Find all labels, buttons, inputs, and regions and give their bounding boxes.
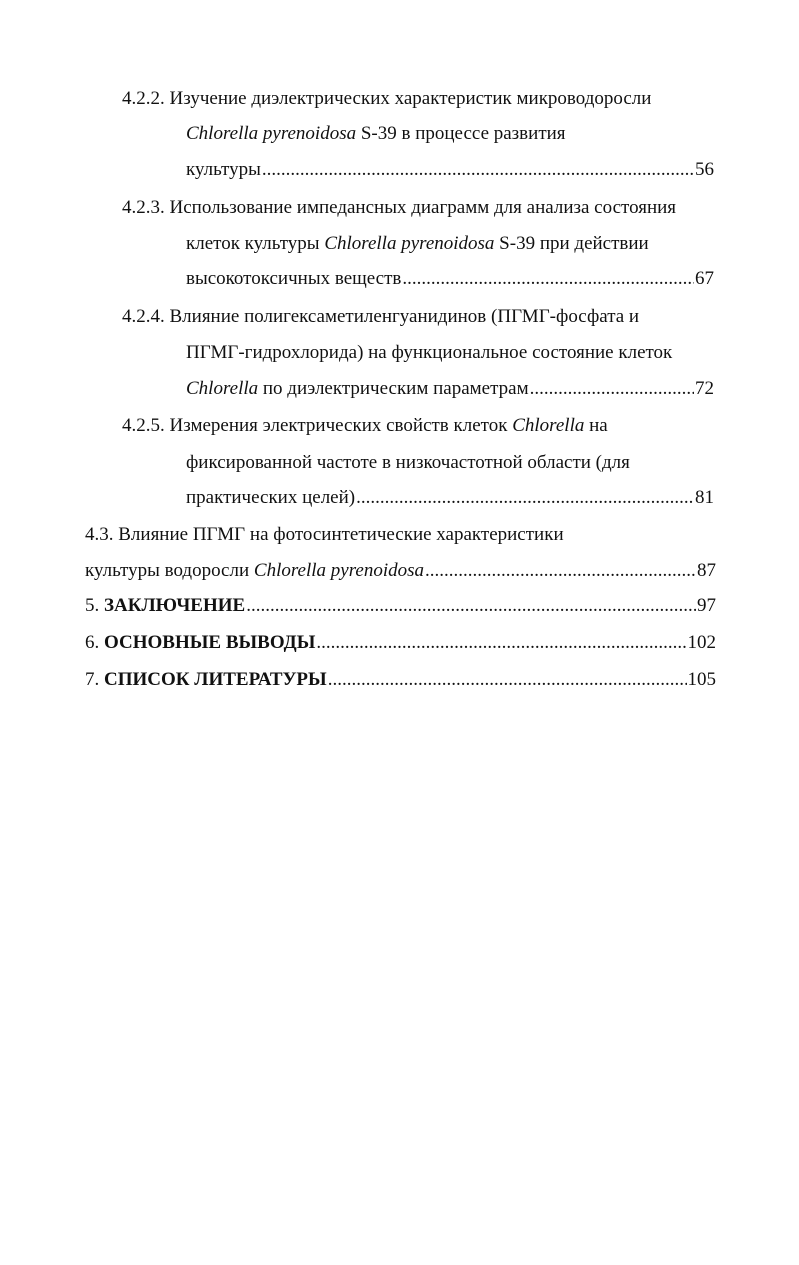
toc-423-entry[interactable]: высокотоксичных веществ ..... 67 bbox=[186, 266, 714, 292]
leader-dots bbox=[262, 157, 694, 183]
page-number: 87 bbox=[697, 560, 716, 581]
toc-425-line1: 4.2.5. Измерения электрических свойств клеток Chlorella на bbox=[122, 415, 608, 436]
leader-dots bbox=[246, 593, 696, 619]
toc-423-line1: 4.2.3. Использование импедансных диаграмм для анализа состояния bbox=[122, 197, 677, 218]
page-number: 105 bbox=[687, 669, 716, 690]
toc-423-line2: клеток культуры Chlorella pyrenoidosa S-39 при действии bbox=[186, 233, 649, 254]
toc-422-line2: Chlorella pyrenoidosa S-39 в процессе развития bbox=[186, 123, 566, 144]
leader-dots bbox=[316, 630, 686, 656]
leader-dots bbox=[425, 558, 696, 584]
toc-424-line1: 4.2.4. Влияние полигексаметиленгуанидинов (ПГМГ-фосфата и bbox=[122, 306, 640, 327]
page-number: 56 bbox=[695, 159, 714, 180]
toc-7-entry[interactable]: 7. СПИСОК ЛИТЕРАТУРЫ ..... 105 bbox=[85, 667, 716, 693]
toc-422-entry[interactable]: культуры ..... 56 bbox=[186, 157, 714, 183]
toc-424-entry[interactable]: Chlorella по диэлектрическим параметрам ..... 72 bbox=[186, 376, 714, 402]
leader-dots bbox=[530, 376, 694, 402]
leader-dots bbox=[328, 667, 687, 693]
page-number: 102 bbox=[687, 632, 716, 653]
toc-43-line1: 4.3. Влияние ПГМГ на фотосинтетические характеристики bbox=[85, 524, 564, 545]
page-number: 81 bbox=[695, 487, 714, 508]
toc-425-entry[interactable]: практических целей) ..... 81 bbox=[186, 485, 714, 511]
toc-6-entry[interactable]: 6. ОСНОВНЫЕ ВЫВОДЫ ..... 102 bbox=[85, 630, 716, 656]
toc-425-line2: фиксированной частоте в низкочастотной области (для bbox=[186, 452, 630, 473]
toc-5-entry[interactable]: 5. ЗАКЛЮЧЕНИЕ ..... 97 bbox=[85, 593, 716, 619]
page-number: 97 bbox=[697, 595, 716, 616]
page-number: 72 bbox=[695, 378, 714, 399]
leader-dots bbox=[356, 485, 694, 511]
page-number: 67 bbox=[695, 268, 714, 289]
toc-422-line1: 4.2.2. Изучение диэлектрических характеристик микроводоросли bbox=[122, 88, 652, 109]
toc-43-entry[interactable]: культуры водоросли Chlorella pyrenoidosa ..... 87 bbox=[85, 558, 716, 584]
leader-dots bbox=[402, 266, 694, 292]
toc-424-line2: ПГМГ-гидрохлорида) на функциональное состояние клеток bbox=[186, 342, 673, 363]
